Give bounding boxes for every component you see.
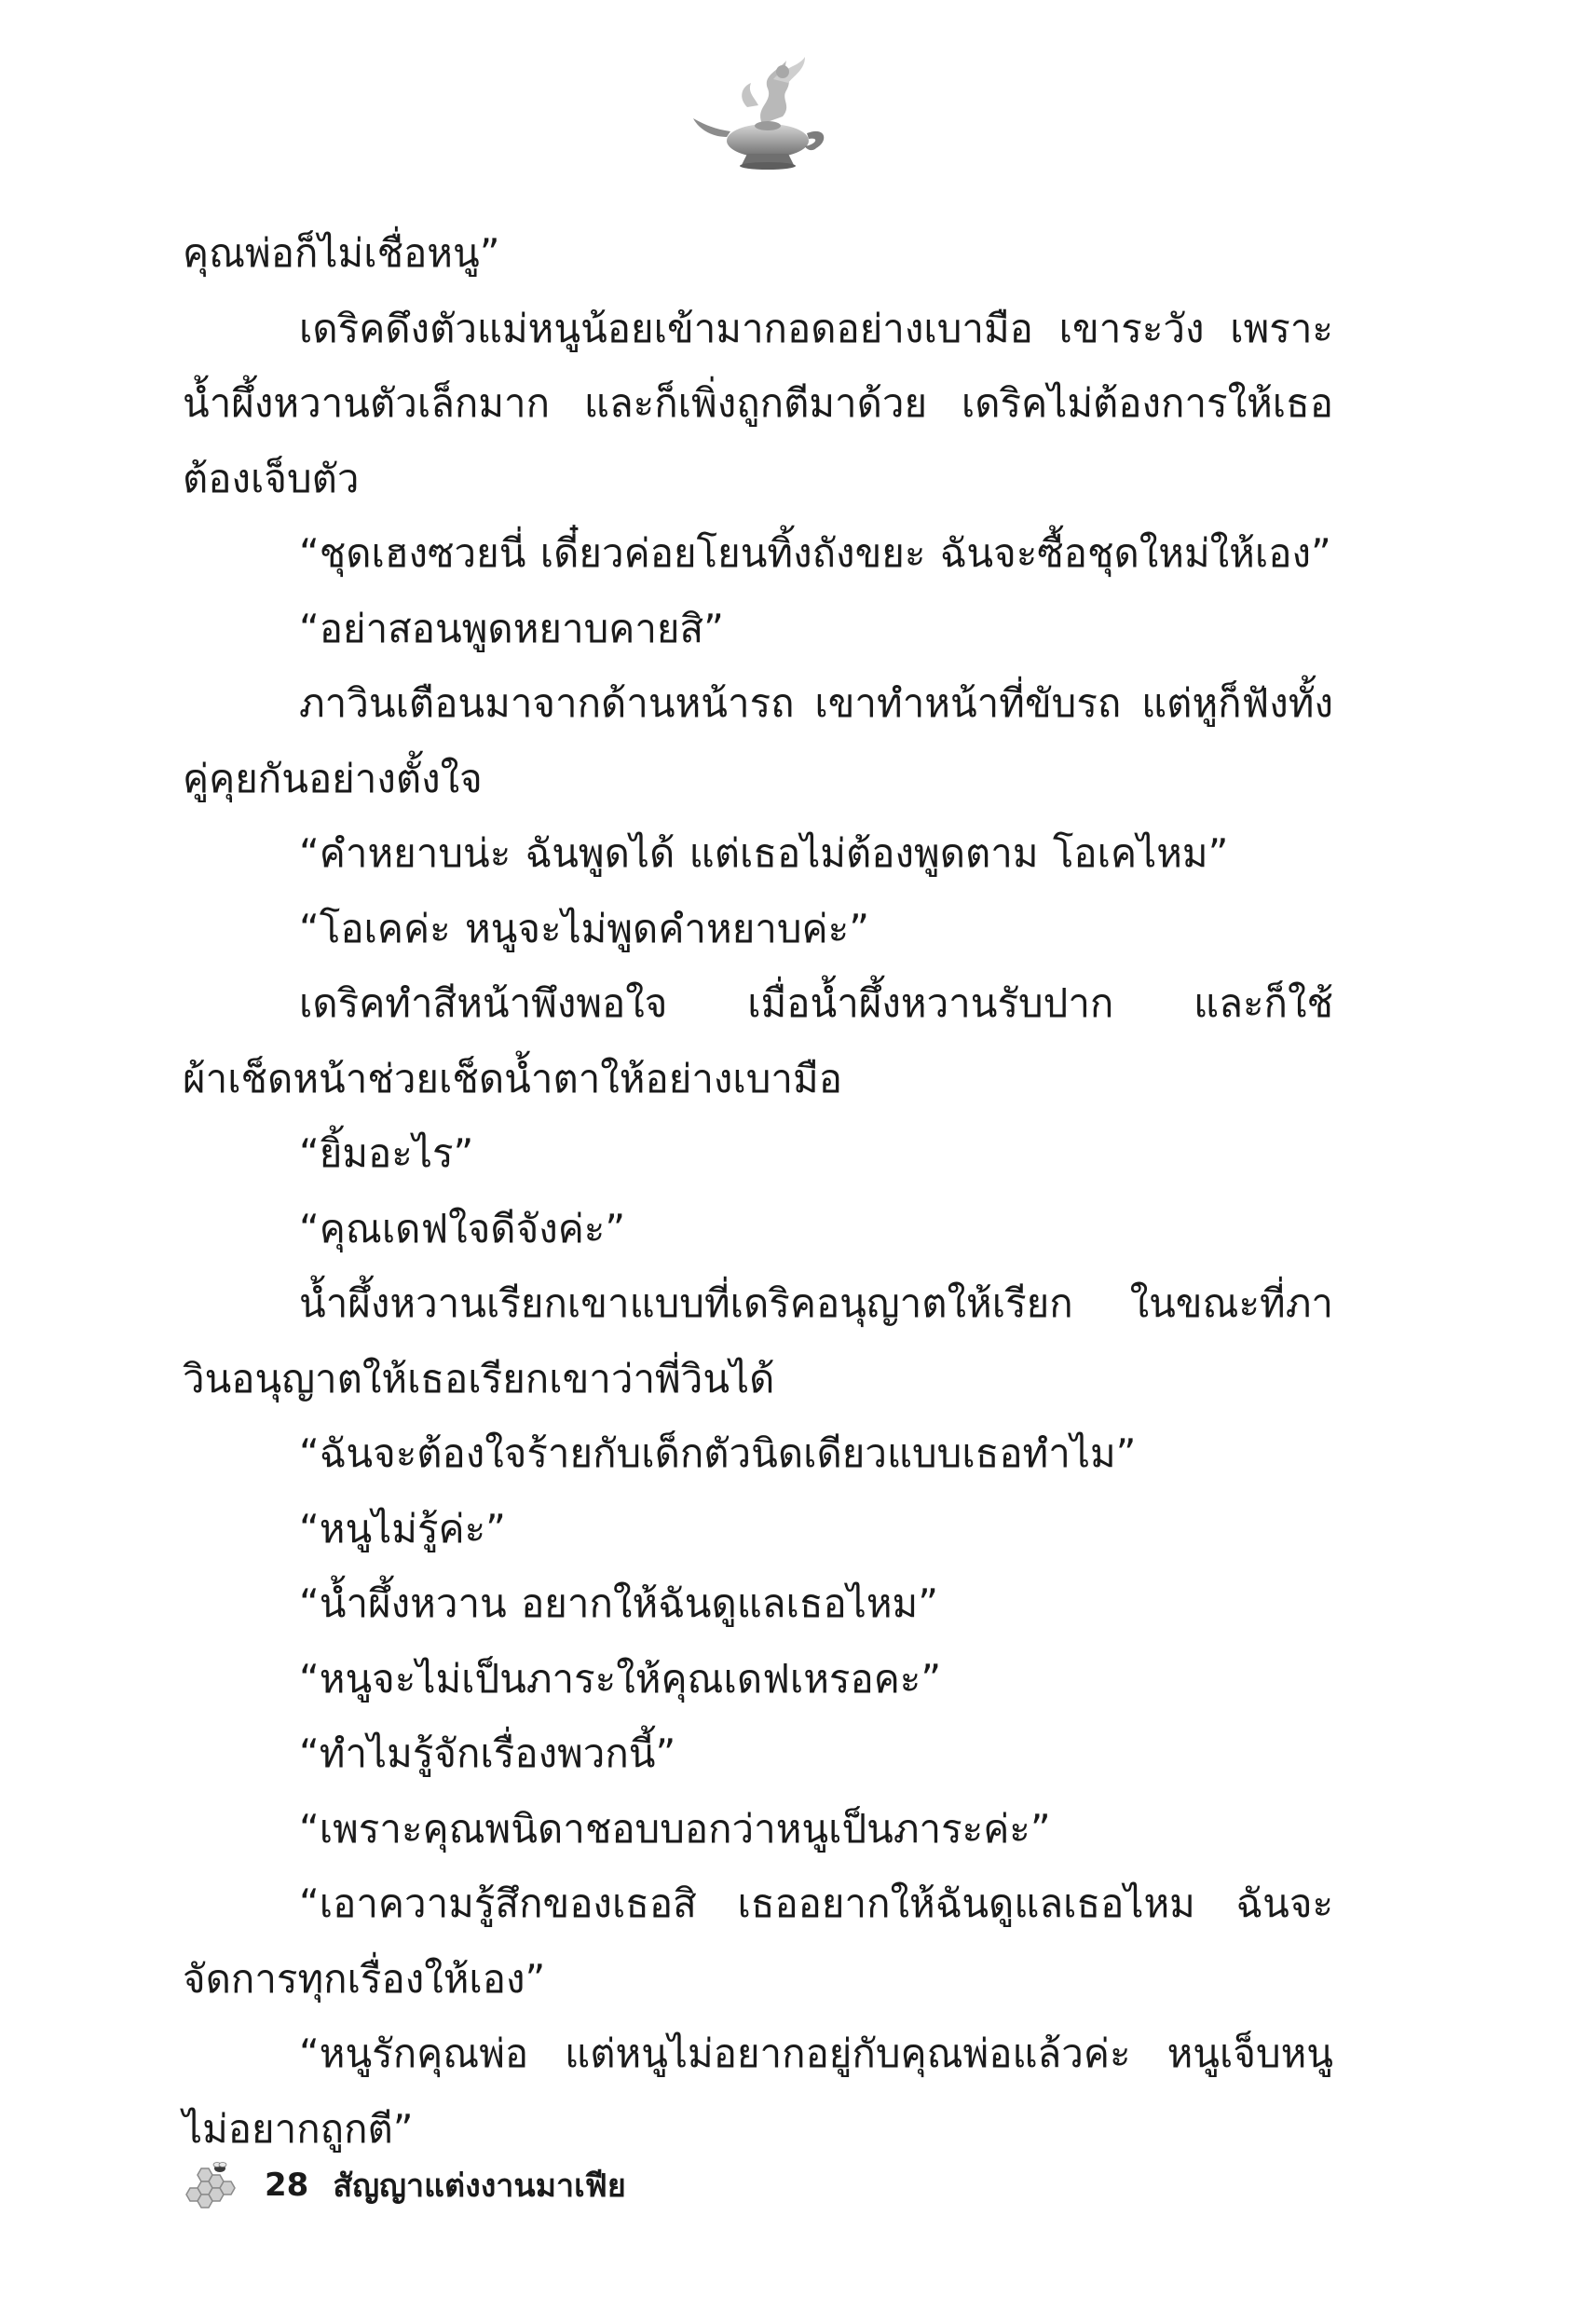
paragraph: “เอาความรู้สึกของเธอสิ เธออยากให้ฉันดูแลเธอไหม ฉันจะจัดการทุกเรื่องให้เอง” — [183, 1880, 1333, 2002]
paragraph: น้ำผึ้งหวานเรียกเขาแบบที่เดริคอนุญาตให้เรียก ในขณะที่ภาวินอนุญาตให้เธอเรียกเขาว่าพี่วินได้ — [183, 1280, 1333, 1402]
text-body — [183, 216, 1333, 2167]
paragraph: “หนูไม่รู้ค่ะ” — [299, 1505, 506, 1552]
paragraph: “อย่าสอนพูดหยาบคายสิ” — [299, 605, 724, 651]
paragraph: “ชุดเฮงซวยนี่ เดี๋ยวค่อยโยนทิ้งถังขยะ ฉันจะซื้อชุดใหม่ให้เอง” — [299, 530, 1331, 576]
paragraph: เดริคทำสีหน้าพึงพอใจ เมื่อน้ำผึ้งหวานรับปาก และก็ใช้ผ้าเช็ดหน้าช่วยเช็ดน้ำตาให้อย่างเบามือ — [183, 980, 1333, 1101]
paragraph: “คุณเดฟใจดีจังค่ะ” — [299, 1205, 626, 1251]
paragraph: ภาวินเตือนมาจากด้านหน้ารถ เขาทำหน้าที่ขับรถ แต่หูก็ฟังทั้งคู่คุยกันอย่างตั้งใจ — [183, 680, 1333, 801]
paragraph: “หนูจะไม่เป็นภาระให้คุณเดฟเหรอคะ” — [299, 1655, 942, 1702]
paragraph: เดริคดึงตัวแม่หนูน้อยเข้ามากอดอย่างเบามือ เขาระวัง เพราะน้ำผึ้งหวานตัวเล็กมาก และก็เพิ่งถูกตีมาด้วย เดริคไม่ต้องการให้เธอต้องเจ็บตัว — [183, 305, 1333, 501]
paragraph: “หนูรักคุณพ่อ แต่หนูไม่อยากอยู่กับคุณพ่อแล้วค่ะ หนูเจ็บหนูไม่อยากถูกตี” — [183, 2031, 1333, 2152]
honeycomb-bee-icon — [183, 2157, 239, 2213]
page-footer — [183, 2153, 626, 2218]
paragraph: “ฉันจะต้องใจร้ายกับเด็กตัวนิดเดียวแบบเธอทำไม” — [299, 1430, 1137, 1476]
paragraph: “ทำไมรู้จักเรื่องพวกนี้” — [299, 1730, 676, 1776]
genie-lamp-icon — [689, 51, 839, 172]
paragraph: “ยิ้มอะไร” — [299, 1130, 474, 1176]
paragraph: คุณพ่อก็ไม่เชื่อหนู” — [183, 230, 500, 276]
page-number: 28 — [265, 2167, 309, 2204]
paragraph: “คำหยาบน่ะ ฉันพูดได้ แต่เธอไม่ต้องพูดตาม โอเคไหม” — [299, 830, 1229, 876]
paragraph: “น้ำผึ้งหวาน อยากให้ฉันดูแลเธอไหม” — [299, 1580, 938, 1626]
book-title: สัญญาแต่งงานมาเฟีย — [333, 2167, 626, 2205]
paragraph: “เพราะคุณพนิดาชอบบอกว่าหนูเป็นภาระค่ะ” — [299, 1805, 1051, 1852]
paragraph: “โอเคค่ะ หนูจะไม่พูดคำหยาบค่ะ” — [299, 905, 869, 951]
